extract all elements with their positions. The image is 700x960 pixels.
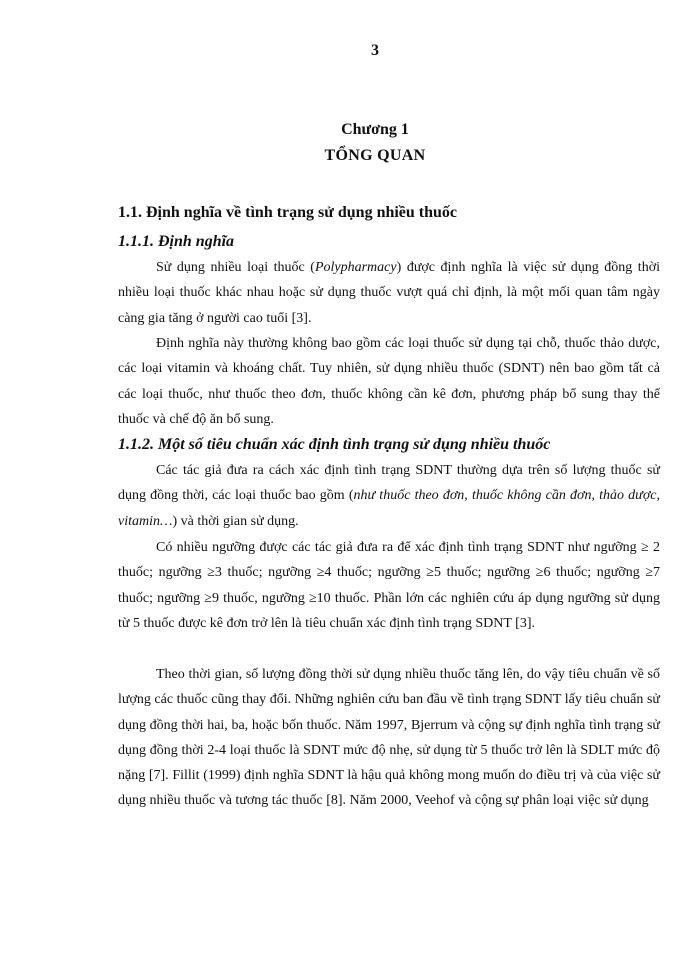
page-number: 3 <box>371 42 379 59</box>
paragraph-thresholds: Có nhiều ngưỡng được các tác giả đưa ra để xác định tình trạng SDNT như ngưỡng ≥ 2 thuốc; ngưỡng ≥3 thuốc; ngưỡng ≥4 thuốc; ngưỡng ≥5 thuốc; ngưỡng ≥6 thuốc; ngưỡng ≥7 thuốc; ngưỡng ≥9 thuốc, ngưỡng ≥10 thuốc. Phần lớn các nghiên cứu áp dụng ngưỡng sử dụng từ 5 thuốc được kê đơn trở lên là tiêu chuẩn xác định tình trạng SDNT [3]. <box>118 540 660 631</box>
chapter-label: Chương 1 <box>341 121 409 138</box>
paragraph-definition: Sử dụng nhiều loại thuốc (Polypharmacy) được định nghĩa là việc sử dụng đồng thời nhiều loại thuốc khác nhau hoặc sử dụng thuốc vượt quá chỉ định, là một mối quan tâm ngày càng gia tăng ở người cao tuổi [3]. <box>118 260 660 326</box>
paragraph-criteria-intro: Các tác giả đưa ra cách xác định tình trạng SDNT thường dựa trên số lượng thuốc sử dụng đồng thời, các loại thuốc bao gồm (như thuốc theo đơn, thuốc không cần đơn, thảo dược, vitamin…) và thời gian sử dụng. <box>118 463 661 529</box>
subsection-heading-1-1-1: 1.1.1. Định nghĩa <box>118 233 235 250</box>
section-heading-1-1: 1.1. Định nghĩa về tình trạng sử dụng nhiều thuốc <box>118 204 458 221</box>
term-polypharmacy: Polypharmacy <box>314 260 397 275</box>
paragraph-definition-scope: Định nghĩa này thường không bao gồm các loại thuốc sử dụng tại chỗ, thuốc thảo dược, các loại vitamin và khoáng chất. Tuy nhiên, sử dụng nhiều thuốc (SDNT) nên bao gồm tất cả các loại thuốc, như thuốc theo đơn, thuốc không cần kê đơn, phương pháp bổ sung thay thế thuốc và chế độ ăn bổ sung. <box>118 336 660 427</box>
subsection-heading-1-1-2: 1.1.2. Một số tiêu chuẩn xác định tình trạng sử dụng nhiều thuốc <box>118 436 551 453</box>
chapter-title: TỔNG QUAN <box>324 147 426 164</box>
paragraph-history: Theo thời gian, số lượng đồng thời sử dụng nhiều thuốc tăng lên, do vậy tiêu chuẩn về số lượng các thuốc cũng thay đổi. Những nghiên cứu ban đầu về tình trạng SDNT lấy tiêu chuẩn sử dụng đồng thời hai, ba, hoặc bốn thuốc. Năm 1997, Bjerrum và cộng sự định nghĩa tình trạng sử dụng đồng thời 2-4 loại thuốc là SDNT mức độ nhẹ, sử dụng từ 5 thuốc trở lên là SDLT mức độ nặng [7]. Fillit (1999) định nghĩa SDNT là hậu quả không mong muốn do điều trị và của việc sử dụng nhiều thuốc và tương tác thuốc [8]. Năm 2000, Veehof và cộng sự phân loại việc sử dụng <box>118 667 660 809</box>
